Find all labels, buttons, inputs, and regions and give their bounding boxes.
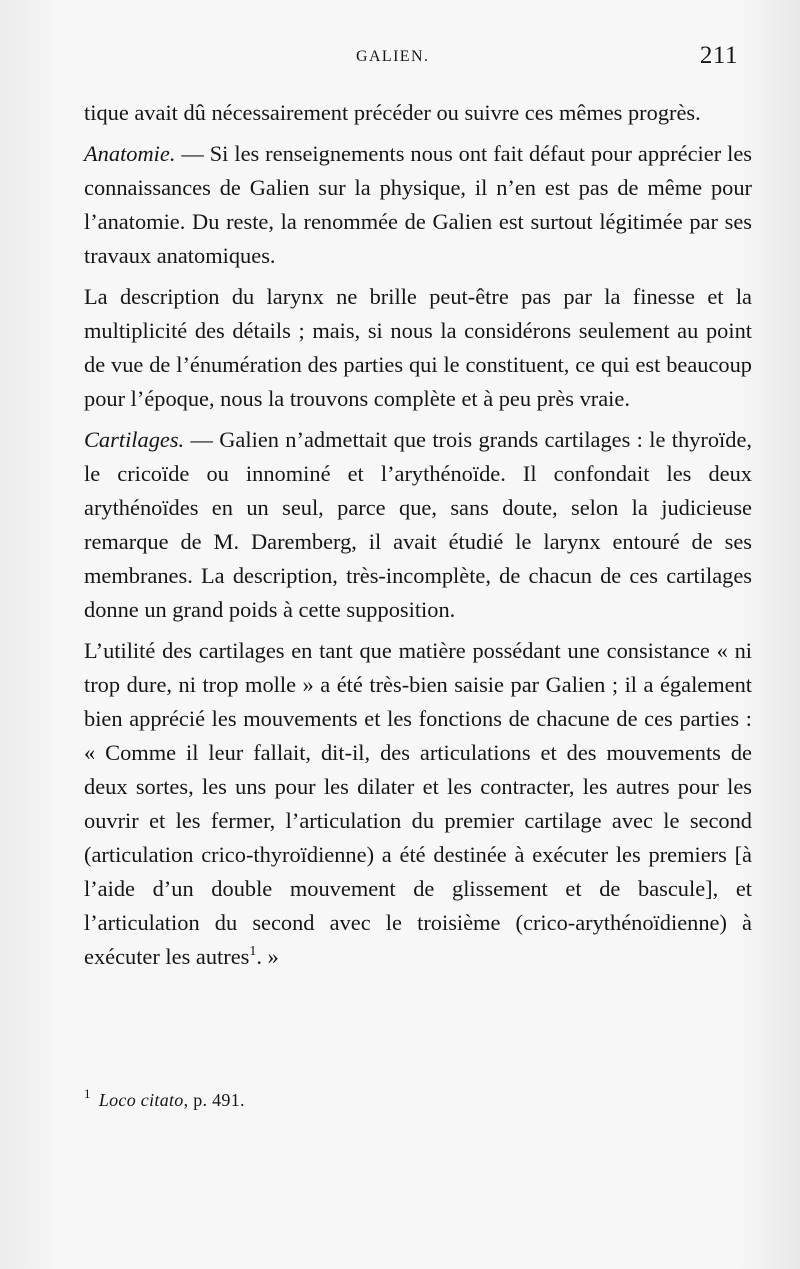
- running-title: GALIEN.: [356, 48, 430, 65]
- paragraph-anatomy: [84, 137, 752, 273]
- footnote-divider: [84, 1060, 184, 1061]
- footnote-page: , p. 491.: [183, 1090, 245, 1110]
- page-number: 211: [699, 42, 738, 69]
- paragraph-utility: [84, 634, 752, 974]
- paragraph-utility-text: L’utilité des cartilages en tant que matière possédant une consistance « ni trop dure, ni trop molle » a été très-bien saisie par Galien ; il a également bien apprécié les mouvements et les fonctions de chacune de ces parties : « Comme il leur fallait, dit-il, des articulations et des mouvements de deux sortes, les uns pour les dilater et les contracter, les autres pour les ouvrir et les fermer, l’articulation du premier cartilage avec le second (articulation crico-thyroïdienne) a été destinée à exécuter les premiers [à l’aide d’un double mouvement de glissement et de bascule], et l’articulation du second avec le troisième (crico-arythénoïdienne) à exécuter les autres: [84, 638, 752, 969]
- section-heading-cartilages: Cartilages.: [84, 427, 185, 452]
- paragraph-cartilages-text: — Galien n’admettait que trois grands cartilages : le thyroïde, le cricoïde ou innominé et l’arythénoïde. Il confondait les deux arythénoïdes en un seul, parce que, sans doute, selon la judicieuse remarque de M. Daremberg, il avait étudié le larynx entouré de ses membranes. La description, très-incomplète, de chacun de ces cartilages donne un grand poids à cette supposition.: [84, 427, 752, 622]
- footnote-source: Loco citato: [98, 1090, 184, 1110]
- paragraph-utility-end: . »: [256, 944, 279, 969]
- running-header: [84, 42, 738, 72]
- paragraph-continuation: tique avait dû nécessairement précéder ou suivre ces mêmes progrès.: [84, 100, 701, 125]
- footnote-number: 1: [84, 1086, 91, 1101]
- paragraph-anatomy-text: — Si les renseignements nous ont fait défaut pour apprécier les connaissances de Galien sur la physique, il n’en est pas de même pour l’anatomie. Du reste, la renommée de Galien est surtout légitimée par ses travaux anatomiques.: [84, 141, 752, 268]
- footnote: [84, 1080, 245, 1114]
- section-heading-anatomy: Anatomie.: [84, 141, 176, 166]
- paragraph-cartilages: [84, 423, 752, 627]
- main-text: [84, 96, 752, 981]
- paragraph-larynx: La description du larynx ne brille peut-être pas par la finesse et la multiplicité des détails ; mais, si nous la considérons seulement au point de vue de l’énumération des parties qui le constituent, ce qui est beaucoup pour l’époque, nous la trouvons complète et à peu près vraie.: [84, 284, 752, 411]
- footnote-reference: 1: [249, 944, 257, 959]
